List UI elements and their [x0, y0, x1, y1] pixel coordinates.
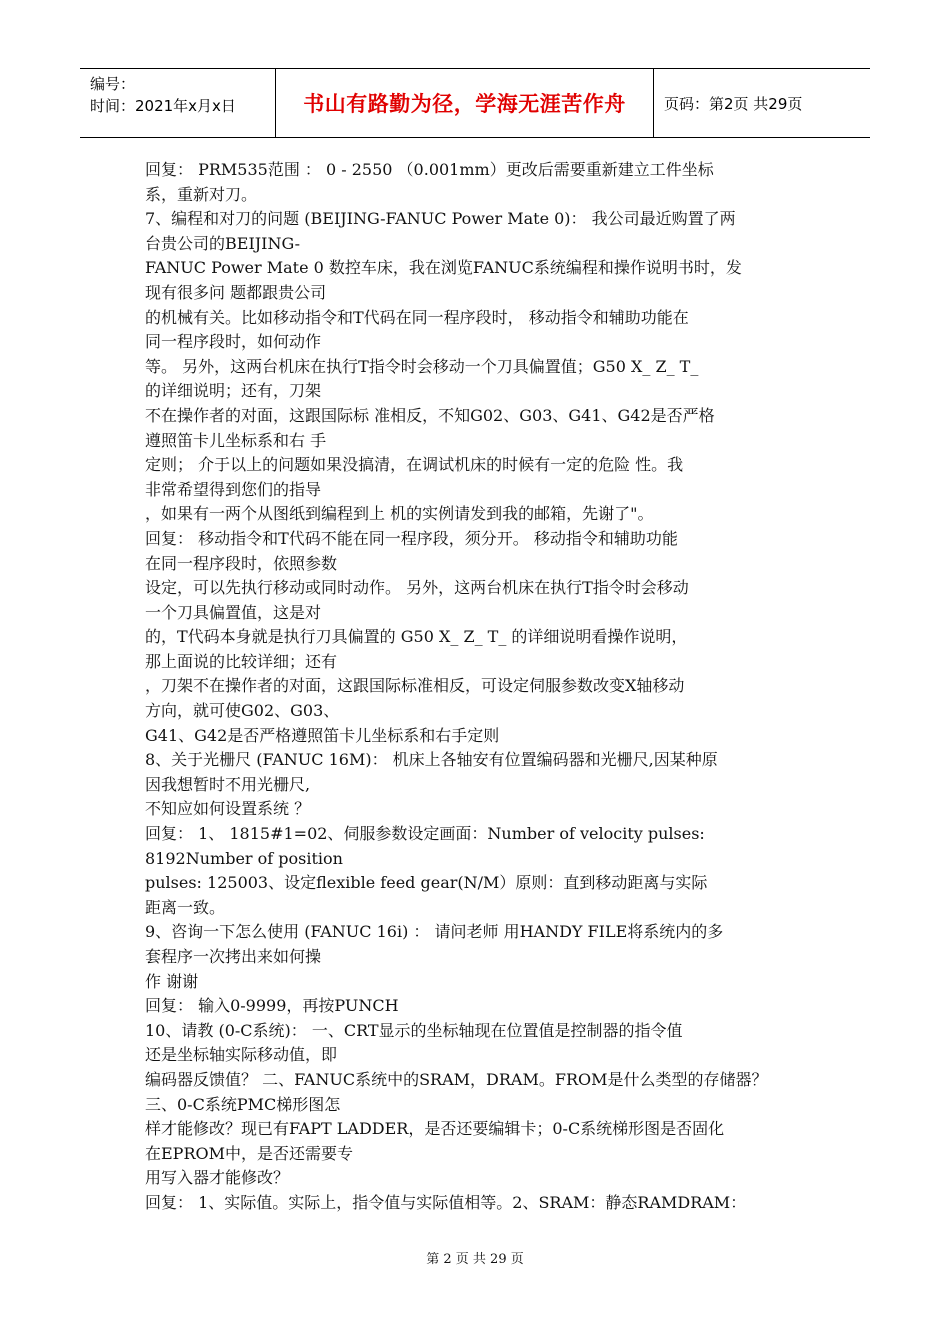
text-line: 在EPROM中，是否还需要专 [145, 1143, 353, 1163]
header-motto-cell [276, 69, 654, 137]
header-page-info-cell [654, 69, 870, 137]
text-line: 距离一致。 [145, 897, 226, 917]
time-label: 时间：2021年x月x日 [90, 97, 236, 115]
text-line: 8、关于光栅尺 (FANUC 16M)： 机床上各轴安有位置编码器和光栅尺,因某种原 [145, 750, 718, 770]
page-info: 页码：第2页 共29页 [664, 94, 803, 113]
text-line: 系，重新对刀。 [145, 184, 258, 204]
text-line: 三、0-C系统PMC梯形图怎 [145, 1094, 341, 1114]
text-line: 等。 另外，这两台机床在执行T指令时会移动一个刀具偏置值；G50 X_ Z_ T_ [145, 356, 699, 376]
text-line: 在同一程序段时，依照参数 [145, 553, 338, 573]
text-line: 遵照笛卡儿坐标系和右 手 [145, 430, 327, 450]
header-meta [80, 69, 276, 137]
text-line: 8192Number of position [145, 848, 343, 868]
text-line: 的机械有关。比如移动指令和T代码在同一程序段时， 移动指令和辅助功能在 [145, 307, 689, 327]
text-line: G41、G42是否严格遵照笛卡儿坐标系和右手定则 [145, 725, 500, 745]
text-line: pulses: 125003、设定flexible feed gear(N/M）原则：直到移动距离与实际 [145, 873, 708, 893]
text-line: ，如果有一两个从图纸到编程到上 机的实例请发到我的邮箱，先谢了"。 [145, 504, 654, 524]
text-line: 的详细说明；还有，刀架 [145, 381, 322, 401]
text-line: 10、请教 (0-C系统)： 一、CRT显示的坐标轴现在位置值是控制器的指令值 [145, 1020, 683, 1040]
text-line: 7、编程和对刀的问题 (BEIJING-FANUC Power Mate 0)： 我公司最近购置了两 [145, 209, 736, 229]
text-line: 设定，可以先执行移动或同时动作。 另外，这两台机床在执行T指令时会移动 [145, 578, 689, 598]
motto-text: 书山有路勤为径，学海无涯苦作舟 [303, 92, 626, 116]
text-line: 台贵公司的BEIJING- [145, 233, 300, 253]
text-line: 定则； 介于以上的问题如果没搞清，在调试机床的时候有一定的危险 性。我 [145, 455, 684, 475]
text-line: 样才能修改？现已有FAPT LADDER，是否还要编辑卡；0-C系统梯形图是否固化 [145, 1119, 725, 1139]
page-header [80, 68, 870, 138]
text-line: 那上面说的比较详细；还有 [145, 651, 338, 671]
text-line: 9、咨询一下怎么使用 (FANUC 16i) ： 请问老师 用HANDY FILE将系统内的多 [145, 922, 724, 942]
text-line: 同一程序段时，如何动作 [145, 332, 322, 352]
text-line: 回复： 1、 1815#1=02、伺服参数设定画面：Number of velocity pulses: [145, 824, 705, 844]
serial-label: 编号： [90, 75, 136, 93]
text-line: 现有很多问 题都跟贵公司 [145, 282, 327, 302]
text-line: 用写入器才能修改？ [145, 1168, 290, 1188]
page-footer: 第 2 页 共 29 页 [426, 1252, 524, 1267]
text-line: 不在操作者的对面，这跟国际标 准相反，不知G02、G03、G41、G42是否严格 [145, 405, 715, 425]
text-line: 方向，就可使G02、G03、 [145, 701, 340, 721]
text-line: 作 谢谢 [145, 971, 199, 991]
body-text [145, 158, 810, 1216]
text-line: 不知应如何设置系统 ？ [145, 799, 311, 819]
text-line: 编码器反馈值？ 二、FANUC系统中的SRAM，DRAM。FROM是什么类型的存储器？ [145, 1069, 768, 1089]
text-line: 回复： 移动指令和T代码不能在同一程序段，须分开。 移动指令和辅助功能 [145, 528, 678, 548]
text-line: FANUC Power Mate 0 数控车床，我在浏览FANUC系统编程和操作说明书时，发 [145, 258, 742, 278]
text-line: ，刀架不在操作者的对面，这跟国际标准相反，可设定伺服参数改变X轴移动 [145, 676, 685, 696]
text-line: 非常希望得到您们的指导 [145, 479, 322, 499]
text-line: 的，T代码本身就是执行刀具偏置的 G50 X_ Z_ T_ 的详细说明看操作说明， [145, 627, 688, 647]
text-line: 回复： 输入0-9999，再按PUNCH [145, 996, 399, 1016]
text-line: 还是坐标轴实际移动值，即 [145, 1045, 338, 1065]
text-line: 一个刀具偏置值，这是对 [145, 602, 322, 622]
text-line: 回复： 1、实际值。实际上，指令值与实际值相等。2、SRAM：静态RAMDRAM： [145, 1192, 747, 1212]
text-line: 因我想暂时不用光栅尺, [145, 774, 311, 794]
text-line: 回复： PRM535范围 ： 0 - 2550 （0.001mm）更改后需要重新建立工件坐标 [145, 160, 714, 179]
text-line: 套程序一次拷出来如何操 [145, 947, 322, 966]
